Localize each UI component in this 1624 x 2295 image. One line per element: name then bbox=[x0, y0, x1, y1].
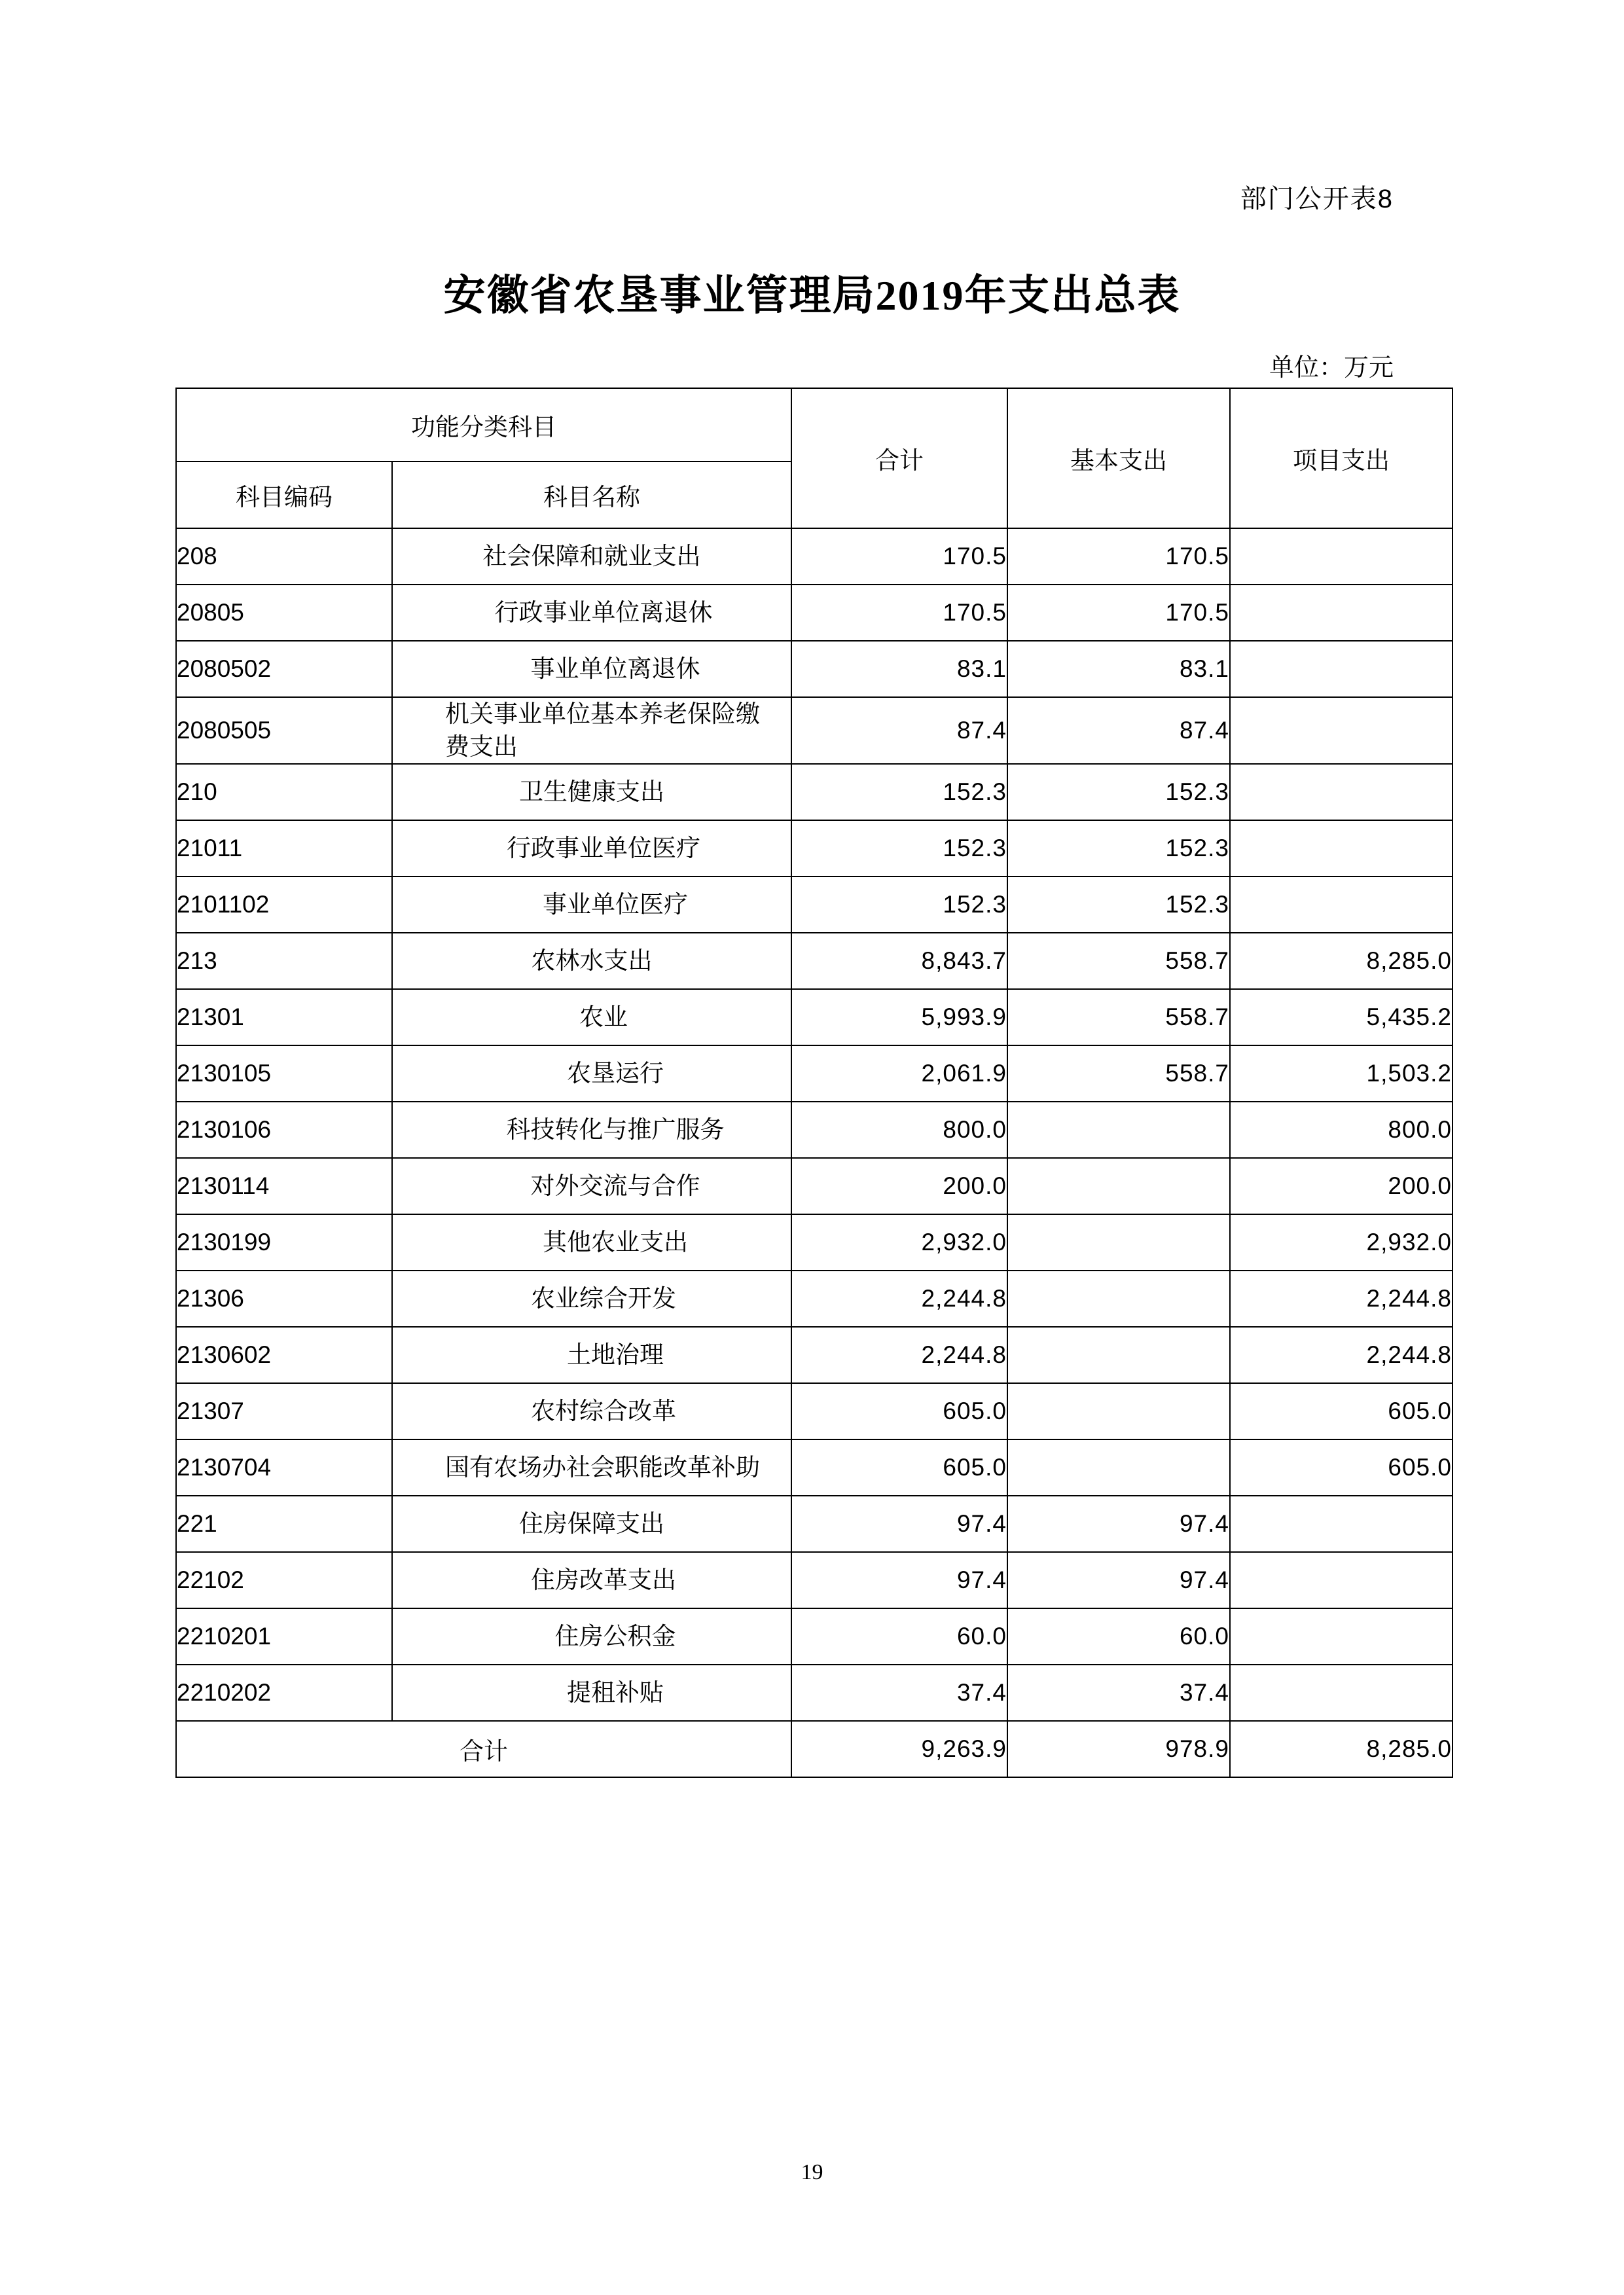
header-total: 合计 bbox=[791, 388, 1007, 528]
table-row bbox=[176, 1383, 1453, 1439]
cell-total: 2,061.9 bbox=[791, 1045, 1007, 1102]
cell-total: 2,932.0 bbox=[791, 1214, 1007, 1271]
cell-project bbox=[1230, 1608, 1453, 1665]
cell-project: 8,285.0 bbox=[1230, 933, 1453, 989]
table-body bbox=[176, 528, 1453, 1777]
cell-project bbox=[1230, 1552, 1453, 1608]
cell-subject-name: 其他农业支出 bbox=[392, 1214, 791, 1271]
cell-subject-code: 21301 bbox=[176, 989, 392, 1045]
table-row bbox=[176, 1271, 1453, 1327]
cell-project-sum: 8,285.0 bbox=[1230, 1721, 1453, 1777]
table-row bbox=[176, 1552, 1453, 1608]
unit-note: 单位：万元 bbox=[1269, 354, 1394, 382]
cell-total: 2,244.8 bbox=[791, 1271, 1007, 1327]
table-head bbox=[176, 388, 1453, 528]
cell-total: 605.0 bbox=[791, 1383, 1007, 1439]
cell-subject-code: 22102 bbox=[176, 1552, 392, 1608]
form-label: 部门公开表8 bbox=[1240, 185, 1394, 213]
table-total-row bbox=[176, 1721, 1453, 1777]
cell-total: 87.4 bbox=[791, 697, 1007, 764]
cell-subject-name: 机关事业单位基本养老保险缴费支出 bbox=[392, 697, 791, 764]
cell-subject-code: 208 bbox=[176, 528, 392, 585]
cell-subject-name: 卫生健康支出 bbox=[392, 764, 791, 820]
cell-total: 2,244.8 bbox=[791, 1327, 1007, 1383]
cell-project: 605.0 bbox=[1230, 1439, 1453, 1496]
page-title: 安徽省农垦事业管理局2019年支出总表 bbox=[443, 272, 1181, 319]
cell-basic bbox=[1007, 1214, 1230, 1271]
table-header-row-1 bbox=[176, 388, 1453, 461]
header-basic-expenditure: 基本支出 bbox=[1007, 388, 1230, 528]
cell-basic: 558.7 bbox=[1007, 989, 1230, 1045]
cell-total: 60.0 bbox=[791, 1608, 1007, 1665]
table-row bbox=[176, 933, 1453, 989]
cell-total-sum: 9,263.9 bbox=[791, 1721, 1007, 1777]
cell-project bbox=[1230, 820, 1453, 876]
cell-project: 605.0 bbox=[1230, 1383, 1453, 1439]
cell-subject-name: 行政事业单位离退休 bbox=[392, 585, 791, 641]
table-row bbox=[176, 1665, 1453, 1721]
cell-subject-code: 21306 bbox=[176, 1271, 392, 1327]
cell-basic: 87.4 bbox=[1007, 697, 1230, 764]
cell-subject-name: 国有农场办社会职能改革补助 bbox=[392, 1439, 791, 1496]
cell-basic: 60.0 bbox=[1007, 1608, 1230, 1665]
cell-subject-name: 农村综合改革 bbox=[392, 1383, 791, 1439]
cell-total: 800.0 bbox=[791, 1102, 1007, 1158]
cell-project bbox=[1230, 528, 1453, 585]
cell-basic-sum: 978.9 bbox=[1007, 1721, 1230, 1777]
cell-subject-code: 20805 bbox=[176, 585, 392, 641]
cell-basic bbox=[1007, 1158, 1230, 1214]
cell-subject-code: 21011 bbox=[176, 820, 392, 876]
header-subject-name: 科目名称 bbox=[392, 461, 791, 528]
table-row bbox=[176, 641, 1453, 697]
cell-subject-name: 住房保障支出 bbox=[392, 1496, 791, 1552]
cell-basic bbox=[1007, 1439, 1230, 1496]
cell-total: 5,993.9 bbox=[791, 989, 1007, 1045]
cell-subject-name: 农林水支出 bbox=[392, 933, 791, 989]
table-row bbox=[176, 1327, 1453, 1383]
cell-total: 152.3 bbox=[791, 876, 1007, 933]
table-row bbox=[176, 1439, 1453, 1496]
cell-project: 2,244.8 bbox=[1230, 1327, 1453, 1383]
cell-basic: 83.1 bbox=[1007, 641, 1230, 697]
table-row bbox=[176, 1045, 1453, 1102]
cell-subject-name: 社会保障和就业支出 bbox=[392, 528, 791, 585]
cell-basic bbox=[1007, 1271, 1230, 1327]
cell-basic: 558.7 bbox=[1007, 933, 1230, 989]
table-row bbox=[176, 820, 1453, 876]
table-row bbox=[176, 1158, 1453, 1214]
cell-subject-code: 213 bbox=[176, 933, 392, 989]
cell-basic bbox=[1007, 1383, 1230, 1439]
cell-subject-name: 住房改革支出 bbox=[392, 1552, 791, 1608]
cell-basic: 170.5 bbox=[1007, 585, 1230, 641]
cell-basic: 152.3 bbox=[1007, 820, 1230, 876]
cell-subject-code: 2130105 bbox=[176, 1045, 392, 1102]
table-row bbox=[176, 1102, 1453, 1158]
cell-subject-code: 2101102 bbox=[176, 876, 392, 933]
cell-total: 37.4 bbox=[791, 1665, 1007, 1721]
cell-total: 170.5 bbox=[791, 528, 1007, 585]
cell-subject-name: 住房公积金 bbox=[392, 1608, 791, 1665]
cell-project bbox=[1230, 697, 1453, 764]
cell-subject-name: 事业单位离退休 bbox=[392, 641, 791, 697]
cell-basic: 152.3 bbox=[1007, 764, 1230, 820]
cell-basic: 97.4 bbox=[1007, 1496, 1230, 1552]
table-row bbox=[176, 528, 1453, 585]
cell-basic: 37.4 bbox=[1007, 1665, 1230, 1721]
cell-subject-code: 2080502 bbox=[176, 641, 392, 697]
cell-project: 2,244.8 bbox=[1230, 1271, 1453, 1327]
cell-subject-code: 2210201 bbox=[176, 1608, 392, 1665]
cell-project bbox=[1230, 1665, 1453, 1721]
cell-project bbox=[1230, 585, 1453, 641]
cell-total-label: 合计 bbox=[176, 1721, 791, 1777]
cell-basic bbox=[1007, 1327, 1230, 1383]
cell-subject-name: 提租补贴 bbox=[392, 1665, 791, 1721]
cell-subject-name: 农垦运行 bbox=[392, 1045, 791, 1102]
cell-subject-code: 2130704 bbox=[176, 1439, 392, 1496]
cell-total: 97.4 bbox=[791, 1496, 1007, 1552]
cell-subject-name: 土地治理 bbox=[392, 1327, 791, 1383]
cell-subject-name: 事业单位医疗 bbox=[392, 876, 791, 933]
cell-subject-code: 2130602 bbox=[176, 1327, 392, 1383]
cell-subject-name: 行政事业单位医疗 bbox=[392, 820, 791, 876]
table-row bbox=[176, 764, 1453, 820]
cell-project: 2,932.0 bbox=[1230, 1214, 1453, 1271]
cell-total: 152.3 bbox=[791, 820, 1007, 876]
header-subject-code: 科目编码 bbox=[176, 461, 392, 528]
cell-subject-code: 2130114 bbox=[176, 1158, 392, 1214]
cell-project bbox=[1230, 641, 1453, 697]
cell-subject-code: 21307 bbox=[176, 1383, 392, 1439]
cell-subject-name: 农业 bbox=[392, 989, 791, 1045]
cell-subject-name: 对外交流与合作 bbox=[392, 1158, 791, 1214]
cell-total: 83.1 bbox=[791, 641, 1007, 697]
cell-total: 605.0 bbox=[791, 1439, 1007, 1496]
cell-subject-code: 221 bbox=[176, 1496, 392, 1552]
cell-basic: 152.3 bbox=[1007, 876, 1230, 933]
cell-basic bbox=[1007, 1102, 1230, 1158]
cell-project: 5,435.2 bbox=[1230, 989, 1453, 1045]
cell-basic: 558.7 bbox=[1007, 1045, 1230, 1102]
cell-basic: 97.4 bbox=[1007, 1552, 1230, 1608]
cell-subject-name: 农业综合开发 bbox=[392, 1271, 791, 1327]
table-row bbox=[176, 876, 1453, 933]
table-row bbox=[176, 585, 1453, 641]
cell-project: 800.0 bbox=[1230, 1102, 1453, 1158]
cell-subject-code: 2210202 bbox=[176, 1665, 392, 1721]
table-row bbox=[176, 1608, 1453, 1665]
cell-project bbox=[1230, 764, 1453, 820]
cell-basic: 170.5 bbox=[1007, 528, 1230, 585]
cell-project bbox=[1230, 876, 1453, 933]
cell-subject-code: 2130199 bbox=[176, 1214, 392, 1271]
cell-subject-code: 210 bbox=[176, 764, 392, 820]
expenditure-table bbox=[175, 388, 1453, 1778]
cell-total: 200.0 bbox=[791, 1158, 1007, 1214]
cell-project bbox=[1230, 1496, 1453, 1552]
cell-total: 152.3 bbox=[791, 764, 1007, 820]
table-row bbox=[176, 697, 1453, 764]
cell-subject-code: 2080505 bbox=[176, 697, 392, 764]
cell-subject-name: 科技转化与推广服务 bbox=[392, 1102, 791, 1158]
cell-total: 170.5 bbox=[791, 585, 1007, 641]
page-number: 19 bbox=[801, 2160, 823, 2184]
cell-total: 97.4 bbox=[791, 1552, 1007, 1608]
table-row bbox=[176, 989, 1453, 1045]
header-group-classification: 功能分类科目 bbox=[176, 388, 791, 461]
cell-subject-code: 2130106 bbox=[176, 1102, 392, 1158]
cell-project: 1,503.2 bbox=[1230, 1045, 1453, 1102]
table-row bbox=[176, 1496, 1453, 1552]
header-project-expenditure: 项目支出 bbox=[1230, 388, 1453, 528]
cell-total: 8,843.7 bbox=[791, 933, 1007, 989]
cell-project: 200.0 bbox=[1230, 1158, 1453, 1214]
table-row bbox=[176, 1214, 1453, 1271]
